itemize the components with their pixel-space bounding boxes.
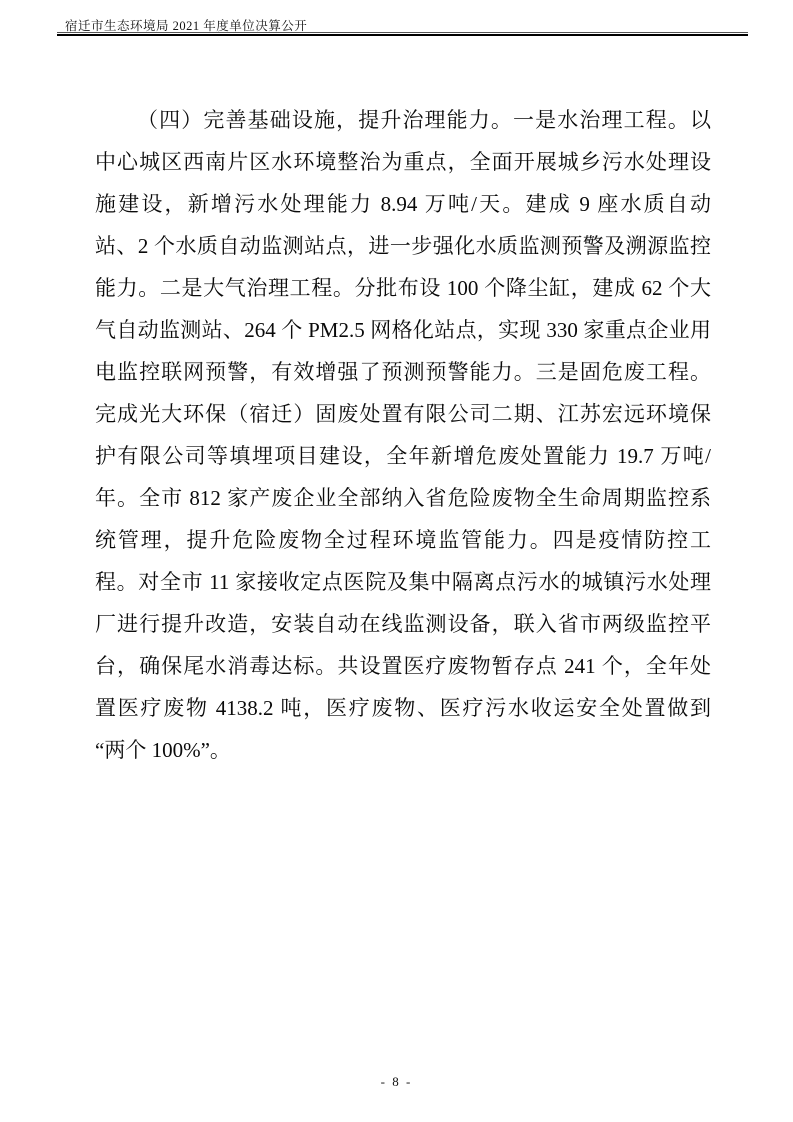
paragraph-line: “两个 100%”。 bbox=[95, 738, 231, 762]
body-paragraph bbox=[95, 99, 711, 771]
paragraph-line: 完成光大环保（宿迁）固废处置有限公司二期、江苏宏远环境保 bbox=[95, 402, 711, 426]
paragraph-line: 年。全市 812 家产废企业全部纳入省危险废物全生命周期监控系 bbox=[95, 486, 711, 510]
paragraph-line: 厂进行提升改造，安装自动在线监测设备，联入省市两级监控平 bbox=[95, 612, 711, 636]
paragraph-line: （四）完善基础设施，提升治理能力。一是水治理工程。以 bbox=[137, 108, 711, 132]
paragraph-line: 站、2 个水质自动监测站点，进一步强化水质监测预警及溯源监控 bbox=[95, 234, 711, 258]
header-rule bbox=[57, 32, 748, 36]
paragraph-line: 能力。二是大气治理工程。分批布设 100 个降尘缸，建成 62 个大 bbox=[95, 276, 711, 300]
header-title: 宿迁市生态环境局 2021 年度单位决算公开 bbox=[65, 19, 308, 33]
paragraph-line: 气自动监测站、264 个 PM2.5 网格化站点，实现 330 家重点企业用 bbox=[95, 318, 711, 342]
paragraph-line: 程。对全市 11 家接收定点医院及集中隔离点污水的城镇污水处理 bbox=[95, 570, 711, 594]
paragraph-line: 台，确保尾水消毒达标。共设置医疗废物暂存点 241 个，全年处 bbox=[95, 654, 711, 678]
paragraph-line: 护有限公司等填埋项目建设，全年新增危废处置能力 19.7 万吨/ bbox=[95, 444, 711, 468]
paragraph-line: 统管理，提升危险废物全过程环境监管能力。四是疫情防控工 bbox=[95, 528, 711, 552]
paragraph-line: 置医疗废物 4138.2 吨，医疗废物、医疗污水收运安全处置做到 bbox=[95, 696, 711, 720]
paragraph-line: 中心城区西南片区水环境整治为重点，全面开展城乡污水处理设 bbox=[95, 150, 711, 174]
paragraph-line: 施建设，新增污水处理能力 8.94 万吨/天。建成 9 座水质自动 bbox=[95, 192, 711, 216]
paragraph-line: 电监控联网预警，有效增强了预测预警能力。三是固危废工程。 bbox=[95, 360, 711, 384]
page-footer bbox=[0, 1074, 793, 1090]
page-number: - 8 - bbox=[380, 1074, 413, 1089]
